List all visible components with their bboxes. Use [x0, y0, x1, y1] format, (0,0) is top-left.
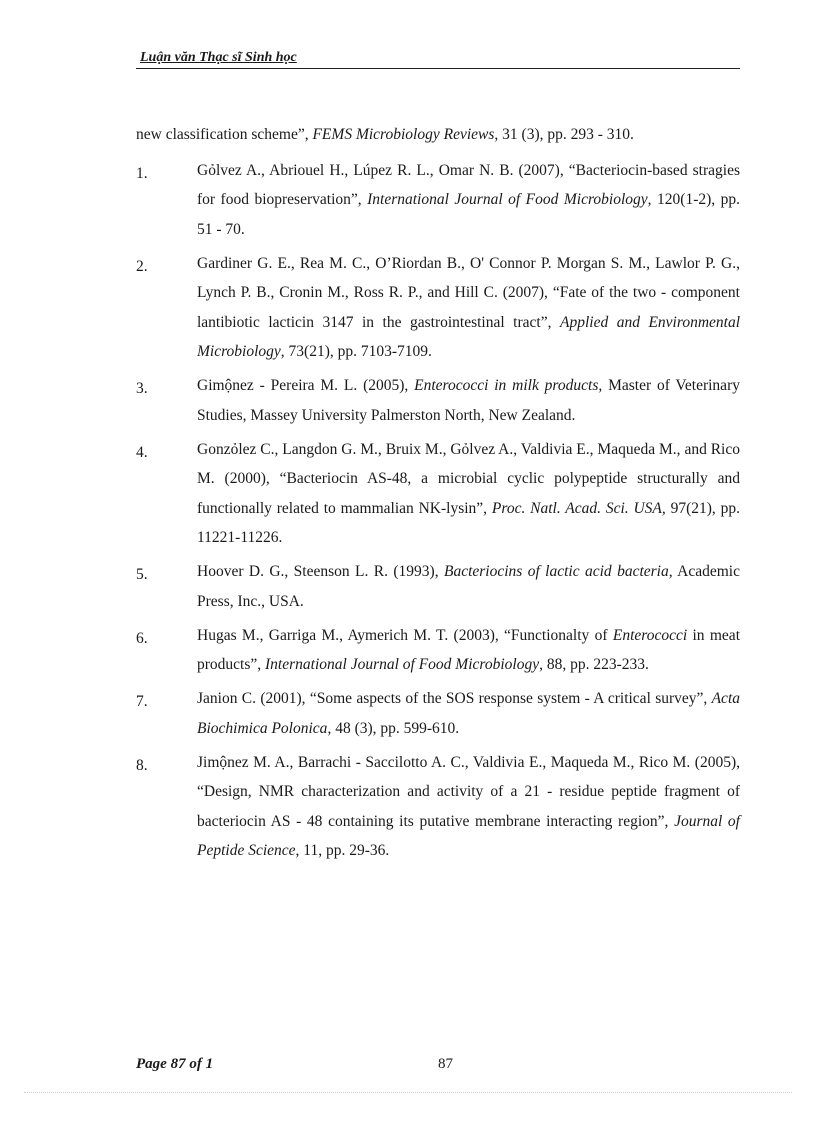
- reference-item: 6. Hugas M., Garriga M., Aymerich M. T. (2003), “Functionalty of Enterococci in meat products”, International Journal of Food Microbiology, 88, pp. 223-233.: [136, 621, 740, 680]
- reference-item: 7. Janion C. (2001), “Some aspects of the SOS response system - A critical survey”, Acta Biochimica Polonica, 48 (3), pp. 599-610.: [136, 684, 740, 743]
- reference-item: 2. Gardiner G. E., Rea M. C., O’Riordan B., O' Connor P. Morgan S. M., Lawlor P. G., Lynch P. B., Cronin M., Ross R. P., and Hill C. (2007), “Fate of the two - component lantibiotic lacticin 3147 in the gastrointestinal tract”, Applied and Environmental Microbiology, 73(21), pp. 7103-7109.: [136, 249, 740, 367]
- reference-number: 1.: [136, 164, 148, 182]
- references-body: [136, 120, 740, 870]
- reference-number: 6.: [136, 629, 148, 647]
- reference-item: 4. Gonzỏlez C., Langdon G. M., Bruix M., Gỏlvez A., Valdivia E., Maqueda M., and Rico M. (2000), “Bacteriocin AS-48, a microbial cyclic polypeptide structurally and functionally related to mammalian NK-lysin”, Proc. Natl. Acad. Sci. USA, 97(21), pp. 11221-11226.: [136, 435, 740, 553]
- reference-number: 5.: [136, 566, 148, 583]
- footer-page-label: Page 87 of 1: [136, 1056, 214, 1072]
- reference-number: 4.: [136, 443, 148, 461]
- header-title: Luận văn Thạc sĩ Sinh học: [140, 50, 297, 65]
- reference-number: 7.: [136, 693, 148, 710]
- reference-item: 8. Jimộnez M. A., Barrachi - Saccilotto A. C., Valdivia E., Maqueda M., Rico M. (2005), “Design, NMR characterization and activity of a 21 - residue peptide fragment of bacteriocin AS - 48 containing its putative membrane interacting region”, Journal of Peptide Science, 11, pp. 29-36.: [136, 748, 740, 866]
- reference-number: 8.: [136, 756, 148, 774]
- reference-continuation: new classification scheme”, FEMS Microbiology Reviews, 31 (3), pp. 293 - 310.: [136, 126, 634, 143]
- page-bottom-divider: [24, 1092, 792, 1093]
- footer-page-number: 87: [438, 1056, 453, 1072]
- reference-item: 5. Hoover D. G., Steenson L. R. (1993), Bacteriocins of lactic acid bacteria, Academic Press, Inc., USA.: [136, 557, 740, 616]
- page-header: [136, 50, 740, 69]
- reference-number: 3.: [136, 380, 148, 397]
- reference-item: 3. Gimộnez - Pereira M. L. (2005), Enterococci in milk products, Master of Veterinary Studies, Massey University Palmerston North, New Zealand.: [136, 371, 740, 430]
- reference-item: 1. Gỏlvez A., Abriouel H., Lúpez R. L., Omar N. B. (2007), “Bacteriocin-based stragies for food biopreservation”, International Journal of Food Microbiology, 120(1-2), pp. 51 - 70.: [136, 156, 740, 245]
- reference-number: 2.: [136, 257, 148, 275]
